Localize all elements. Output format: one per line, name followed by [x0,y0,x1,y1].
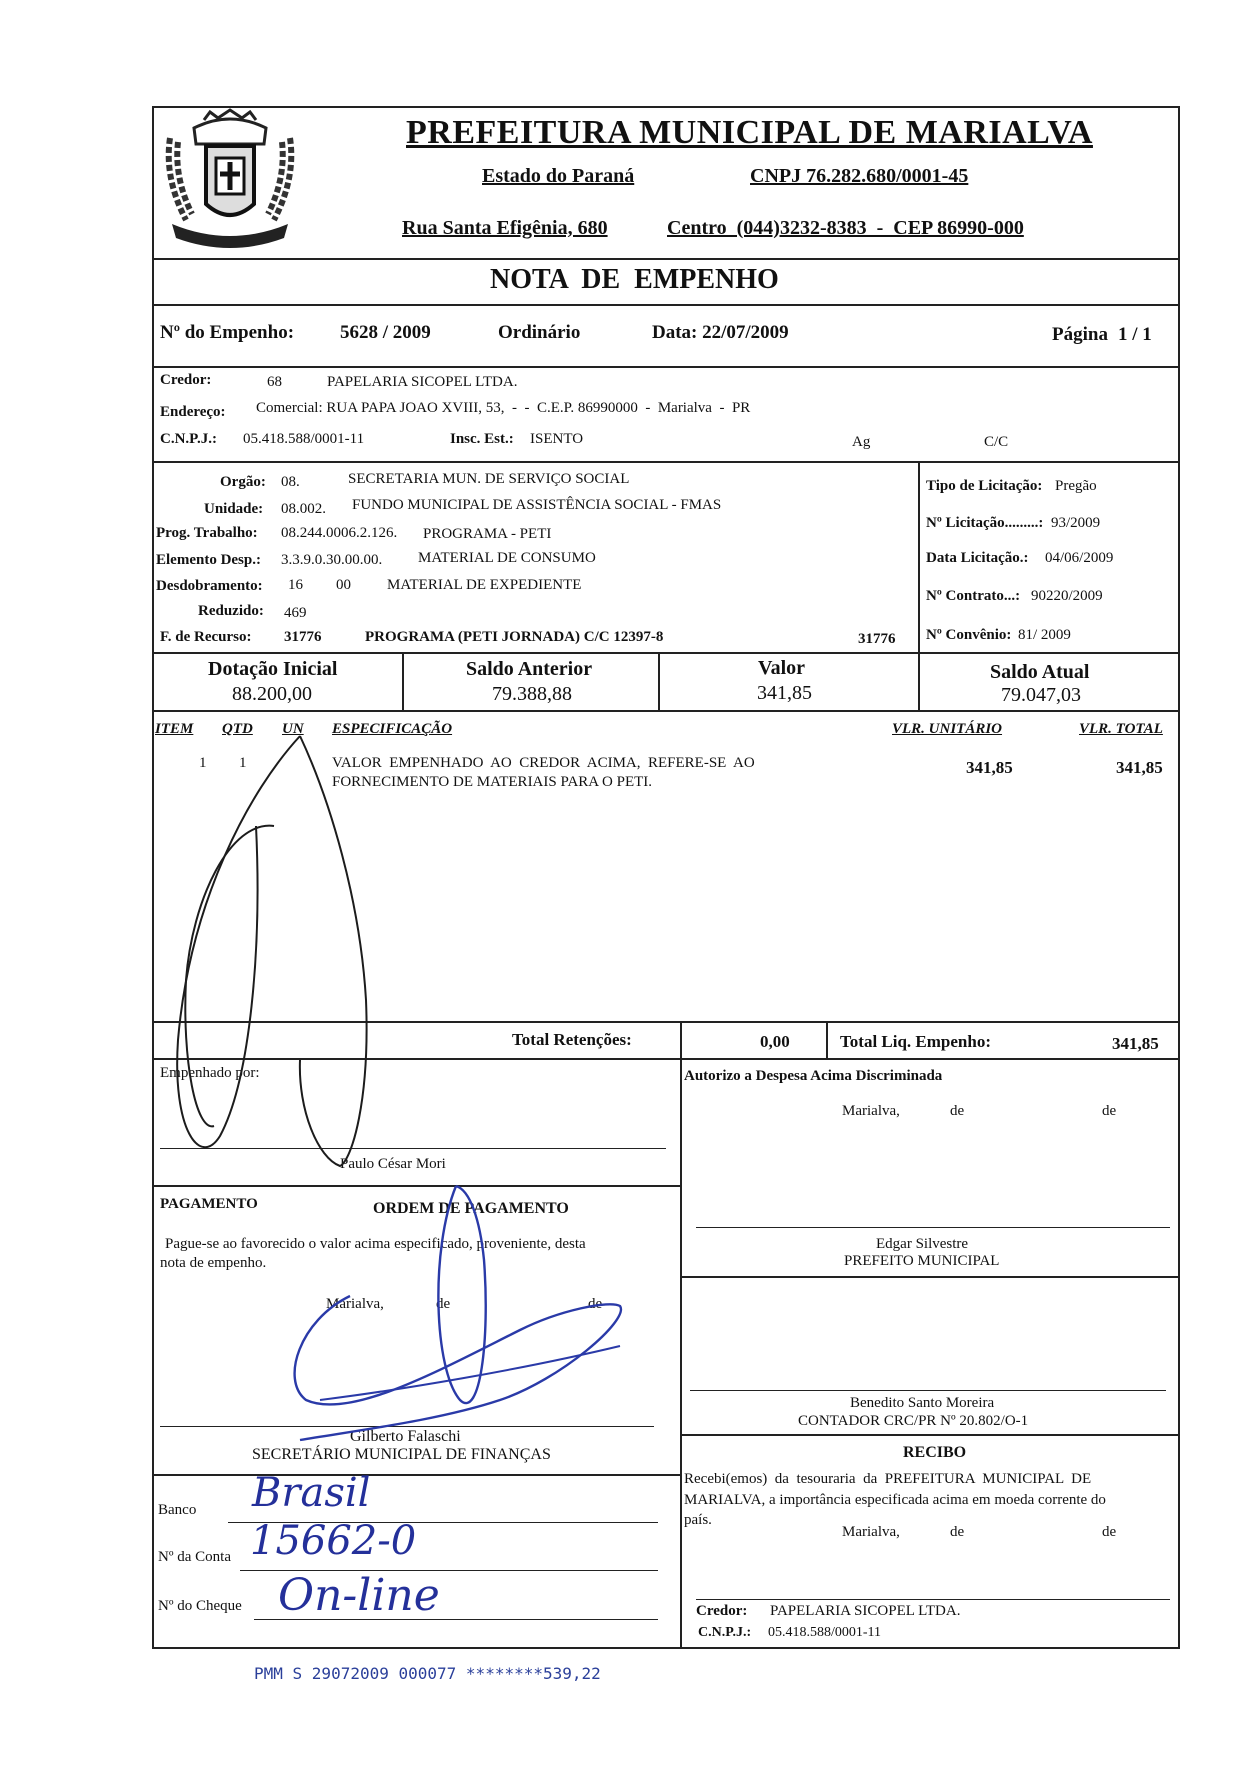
page-number: 1 / 1 [1118,324,1152,345]
prefeito-name: Edgar Silvestre [876,1236,969,1252]
col-especificacao: ESPECIFICAÇÃO [332,721,453,737]
orgao-code: 08. [281,474,300,490]
pagamento-text-line1: Pague-se ao favorecido o valor acima especificado, proveniente, desta [165,1236,586,1252]
elemento-name: MATERIAL DE CONSUMO [418,550,596,566]
divider [826,1021,828,1058]
banco-handwritten: Brasil [252,1470,371,1516]
prefeito-title: PREFEITO MUNICIPAL [844,1253,1000,1269]
empenho-number: 5628 / 2009 [340,322,431,343]
tipo-licitacao-value: Pregão [1055,478,1097,494]
recibo-label: RECIBO [903,1444,967,1461]
desdobramento-sub: 00 [336,577,351,593]
row-item: 1 [199,755,207,771]
recibo-credor-name: PAPELARIA SICOPEL LTDA. [770,1603,961,1619]
cheque-label: Nº do Cheque [158,1598,242,1614]
col-un: UN [282,721,304,737]
divider [152,710,1180,712]
convenio-value: 81/ 2009 [1018,627,1071,643]
reduzido-value: 469 [284,605,307,621]
divider [152,1185,680,1187]
row-unit-value: 341,85 [966,758,1013,777]
recibo-text-line3: país. [684,1512,712,1528]
divider [152,1474,680,1476]
contrato-value: 90220/2009 [1031,588,1103,604]
recibo-city: Marialva, [842,1524,900,1540]
num-licitacao-label: Nº Licitação.........: [926,515,1044,531]
signature-line [690,1390,1166,1391]
saldo-anterior-value: 79.388,88 [492,683,572,705]
retencoes-value: 0,00 [760,1032,790,1051]
col-qtd: QTD [222,721,253,737]
divider [402,652,404,710]
autorizo-de-1: de [950,1103,965,1119]
conta-label: Nº da Conta [158,1549,231,1565]
divider [152,304,1180,306]
recurso-name: PROGRAMA (PETI JORNADA) C/C 12397-8 [365,629,664,645]
divider [658,652,660,710]
saldo-atual-label: Saldo Atual [990,661,1090,683]
liq-empenho-label: Total Liq. Empenho: [840,1032,991,1051]
col-vlr-unitario: VLR. UNITÁRIO [892,721,1003,737]
unidade-name: FUNDO MUNICIPAL DE ASSISTÊNCIA SOCIAL - FMAS [352,497,722,513]
insc-label: Insc. Est.: [450,431,514,447]
agency-label: Ag [852,434,871,450]
secretario-title: SECRETÁRIO MUNICIPAL DE FINANÇAS [252,1446,551,1463]
bank-stamp: PMM S 29072009 000077 ********539,22 [254,1664,601,1683]
autorizo-city: Marialva, [842,1103,900,1119]
pagamento-de-1: de [436,1296,451,1312]
orgao-label: Orgão: [220,474,266,490]
document-title: NOTA DE EMPENHO [490,264,779,295]
desdobramento-label: Desdobramento: [156,578,263,594]
divider [152,258,1180,260]
dotacao-value: 88.200,00 [232,683,312,705]
empenho-date: Data: 22/07/2009 [652,322,789,343]
desdobramento-code: 16 [288,577,303,593]
divider [152,1058,1180,1060]
insc-value: ISENTO [530,431,584,447]
divider [152,652,1180,654]
row-description-line2: FORNECIMENTO DE MATERIAIS PARA O PETI. [332,774,653,790]
autorizo-de-2: de [1102,1103,1117,1119]
credor-address: Comercial: RUA PAPA JOAO XVIII, 53, - - C.E.P. 86990000 - Marialva - PR [256,400,751,416]
num-licitacao-value: 93/2009 [1051,515,1101,531]
elemento-label: Elemento Desp.: [156,552,261,568]
banco-label: Banco [158,1502,197,1518]
recibo-de-1: de [950,1524,965,1540]
saldo-atual-value: 79.047,03 [1001,684,1081,706]
state-name: Estado do Paraná [482,165,635,187]
row-qtd: 1 [239,755,247,771]
divider [680,1434,1180,1436]
recurso-code: 31776 [284,629,322,645]
prog-name: PROGRAMA - PETI [423,526,552,542]
signature-line [160,1426,654,1427]
signature-line [696,1599,1170,1600]
col-vlr-total: VLR. TOTAL [1079,721,1163,737]
tipo-licitacao-label: Tipo de Licitação: [926,478,1043,494]
credor-label: Credor: [160,372,212,388]
pagamento-text-line2: nota de empenho. [160,1255,267,1271]
contador-name: Benedito Santo Moreira [850,1395,995,1411]
saldo-anterior-label: Saldo Anterior [466,658,593,680]
prog-label: Prog. Trabalho: [156,525,258,541]
contrato-label: Nº Contrato...: [926,588,1021,604]
header-cnpj: CNPJ 76.282.680/0001-45 [750,165,969,187]
empenho-type: Ordinário [498,322,581,343]
account-label: C/C [984,434,1009,450]
municipal-crest-logo [160,108,300,248]
liq-empenho-value: 341,85 [1112,1034,1159,1053]
valor-label: Valor [758,657,806,679]
divider [918,461,920,652]
empenhado-por-name: Paulo César Mori [340,1156,446,1172]
signature-line [696,1227,1170,1228]
page-label: Página [1052,324,1108,345]
divider [152,461,1180,463]
pagamento-de-2: de [588,1296,603,1312]
row-description-line1: VALOR EMPENHADO AO CREDOR ACIMA, REFERE-SE AO [332,755,755,771]
recibo-de-2: de [1102,1524,1117,1540]
credor-name: PAPELARIA SICOPEL LTDA. [327,374,518,390]
unidade-code: 08.002. [281,501,326,517]
header-street: Rua Santa Efigênia, 680 [402,217,608,239]
recibo-text-line1: Recebi(emos) da tesouraria da PREFEITURA MUNICIPAL DE [684,1471,1092,1487]
recibo-cnpj-value: 05.418.588/0001-11 [768,1625,882,1640]
data-licitacao-label: Data Licitação.: [926,550,1029,566]
pagamento-label: PAGAMENTO [160,1196,258,1212]
desdobramento-name: MATERIAL DE EXPEDIENTE [387,577,582,593]
autorizo-text: Autorizo a Despesa Acima Discriminada [684,1068,943,1084]
cnpj-label: C.N.P.J.: [160,431,217,447]
credor-code: 68 [267,374,282,390]
header-address: Centro (044)3232-8383 - CEP 86990-000 [667,217,1024,239]
unidade-label: Unidade: [204,501,264,517]
empenho-label: Nº do Empenho: [160,322,295,343]
divider [680,1021,682,1649]
elemento-code: 3.3.9.0.30.00.00. [281,552,383,568]
recurso-label: F. de Recurso: [160,629,252,645]
recibo-text-line2: MARIALVA, a importância especificada acima em moeda corrente do [684,1492,1106,1508]
col-item: ITEM [155,721,194,737]
cheque-handwritten: On-line [278,1570,440,1621]
divider [152,1021,1180,1023]
page-title: PREFEITURA MUNICIPAL DE MARIALVA [406,114,1093,151]
dotacao-label: Dotação Inicial [208,658,338,680]
reduzido-label: Reduzido: [198,603,264,619]
pagamento-city: Marialva, [326,1296,384,1312]
recurso-code-right: 31776 [858,631,896,647]
data-licitacao-value: 04/06/2009 [1045,550,1114,566]
retencoes-label: Total Retenções: [512,1030,632,1049]
divider [680,1276,1180,1278]
signature-line [160,1148,666,1149]
address-label: Endereço: [160,404,226,420]
secretario-name: Gilberto Falaschi [350,1428,461,1445]
prog-code: 08.244.0006.2.126. [281,525,398,541]
ordem-pagamento-label: ORDEM DE PAGAMENTO [373,1200,569,1217]
row-total-value: 341,85 [1116,758,1163,777]
divider [152,366,1180,368]
orgao-name: SECRETARIA MUN. DE SERVIÇO SOCIAL [348,471,630,487]
valor-value: 341,85 [757,682,812,704]
convenio-label: Nº Convênio: [926,627,1012,643]
credor-cnpj: 05.418.588/0001-11 [243,431,365,447]
divider [918,652,920,710]
empenhado-por-label: Empenhado por: [160,1065,260,1081]
contador-title: CONTADOR CRC/PR Nº 20.802/O-1 [798,1413,1029,1429]
recibo-credor-label: Credor: [696,1603,748,1619]
recibo-cnpj-label: C.N.P.J.: [698,1625,752,1640]
conta-handwritten: 15662-0 [250,1518,417,1564]
